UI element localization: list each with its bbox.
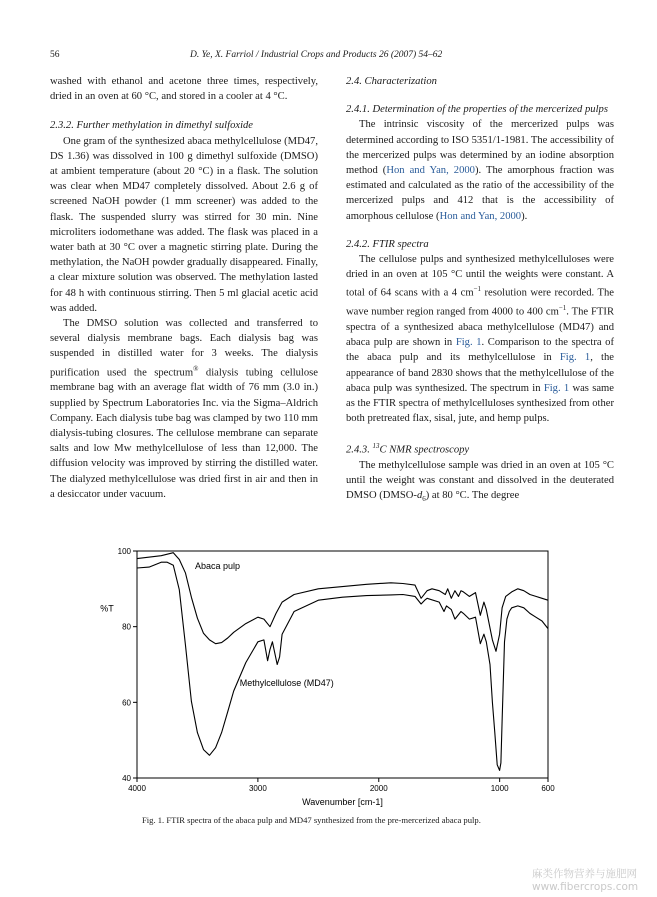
figure-link[interactable]: Fig. 1 [559, 352, 591, 364]
page-number: 56 [50, 50, 60, 60]
paragraph [50, 316, 318, 502]
x-tick-label: 4000 [128, 784, 146, 793]
figure-caption: Fig. 1. FTIR spectra of the abaca pulp and MD47 synthesized from the pre-mercerized abaca pulp. [142, 815, 481, 825]
text-run: . The FTIR spectra of a synthesized abaca methylcellulose (MD47) and abaca pulp are shown in [346, 306, 615, 349]
heading-number: 2.4.3. [346, 444, 373, 456]
y-tick-label: 60 [122, 698, 131, 708]
text-run: resolution were recorded. The wave number region ranged from 4000 to 400 cm [346, 287, 614, 318]
paragraph [346, 252, 614, 426]
plot-frame [137, 551, 548, 778]
heading-text: C NMR spectroscopy [379, 444, 470, 456]
ftir-chart [92, 543, 572, 813]
superscript: 13 [372, 442, 380, 451]
x-tick-label: 3000 [248, 784, 267, 793]
text-run: The DMSO solution was collected and transferred to several dialysis membrane bags. Each dialysis bag was suspended in distilled water for 3 weeks. The dialysis purification used the spectrum [50, 318, 318, 379]
spectrum-line-methylcellulose [137, 562, 548, 770]
italic-d: d [416, 490, 423, 502]
registered-mark: ® [193, 364, 199, 373]
figure-link[interactable]: Fig. 1 [455, 337, 482, 349]
paragraph: washed with ethanol and acetone three times, respectively, dried in an oven at 60 °C, and stored in a cooler at 4 °C. [50, 76, 318, 103]
watermark-url: www.fibercrops.com [532, 881, 639, 893]
x-axis-label: Wavenumber [cm-1] [302, 797, 383, 807]
x-tick-label: 2000 [369, 784, 388, 793]
superscript: −1 [473, 285, 482, 294]
y-tick-label: 40 [122, 774, 131, 783]
x-tick-label: 600 [541, 784, 555, 793]
section-heading-2-4-3 [346, 439, 614, 458]
section-heading-2-4: 2.4. Characterization [346, 76, 437, 87]
figure-link[interactable]: Fig. 1 [543, 382, 570, 394]
citation-link[interactable]: Hon and Yan, 2000 [439, 210, 522, 222]
superscript: −1 [558, 304, 567, 313]
citation-link[interactable]: Hon and Yan, 2000 [386, 165, 475, 177]
text-run: ). [521, 210, 528, 222]
left-column [50, 74, 318, 502]
watermark-text: 麻类作物营养与施肥网 [532, 868, 637, 880]
text-run: ) at 80 °C. The degree [425, 490, 520, 502]
y-tick-label: 80 [122, 622, 131, 632]
text-run: The methylcellulose sample was dried in an oven at 105 °C until the weight was constant and dissolved in the deuterated DMSO (DMSO- [346, 460, 614, 502]
paragraph: One gram of the synthesized abaca methylcellulose (MD47, DS 1.36) was dissolved in 100 g dimethyl sulfoxide (DMSO) at ambient temperature (about 20 °C) in a flask. The solution was clear when MD47 completely dissolved. About 2.6 g of screened NaOH powder (1 mm screener) was added to the flask. The suspended slurry was stirred for 30 min. Nine microliters iodomethane was added. The flask was placed in a water bath at 30 °C over a magnetic stirring plate. During the methylation, the NaOH powder gradually disappeared. Finally, a clear mixture solution was observed. The methylation lasted for 48 h with continuous stirring. Then 5 ml glacial acetic acid was added. [50, 135, 318, 314]
running-header: D. Ye, X. Farriol / Industrial Crops and Products 26 (2007) 54–62 [190, 50, 443, 60]
paragraph [346, 117, 614, 223]
section-heading-2-4-2: 2.4.2. FTIR spectra [346, 238, 429, 250]
y-tick-label: 100 [117, 547, 131, 556]
section-heading-2-4-1: 2.4.1. Determination of the properties of the mercerized pulps [346, 104, 608, 116]
text-run: ). The amorphous fraction was estimated and calculated as the ratio of the accessibility of the mercerized pulps and 412 that is the accessibility of amorphous cellulose ( [346, 165, 614, 222]
text-run: The intrinsic viscosity of the mercerized pulps was determined according to ISO 5351/1-1981. The accessibility of the mercerized pulps was determined by an iodine absorption method ( [346, 119, 614, 177]
text-run: was same as the FTIR spectra of methylcelluloses synthesized from other both pretreated flax, sisal, jute, and hemp pulps. [346, 382, 614, 425]
text-run: . Comparison to the spectra of the abaca pulp and its methylcellulose in [346, 337, 614, 364]
text-run: dialysis tubing cellulose membrane bag with an average flat width of 76 mm (3.0 in.) supplied by Spectrum Laboratories Inc. via the Sigma–Aldrich Company. Each dialysis tube bag was clamped by two 110 mm dialysis-tubing closures. The cellulose membrane can separate salts and low Mw methylcellulose of less than 12,000. The diffusion velocity was improved by stirring the distilled water. The dialyzed methylcellulose was dried first in air and then in a desiccator under vacuum. [50, 367, 318, 500]
paragraph [346, 458, 614, 508]
series-annotation: Methylcellulose (MD47) [239, 678, 334, 689]
series-annotation: Abaca pulp [195, 560, 241, 571]
right-column [346, 74, 614, 508]
section-heading-2-3-2: 2.3.2. Further methylation in dimethyl sulfoxide [50, 120, 254, 132]
text-run: The cellulose pulps and synthesized methylcelluloses were dried in an oven at 105 °C until the weights were constant. A total of 64 scans with a 4 cm [346, 254, 614, 299]
text-run: , the appearance of band 2830 shows that the methylcellulose of the abaca pulp was synthesized. The spectrum in [346, 352, 614, 394]
subscript: 6 [422, 495, 426, 504]
y-axis-label: %T [100, 603, 114, 614]
x-tick-label: 1000 [490, 784, 509, 793]
